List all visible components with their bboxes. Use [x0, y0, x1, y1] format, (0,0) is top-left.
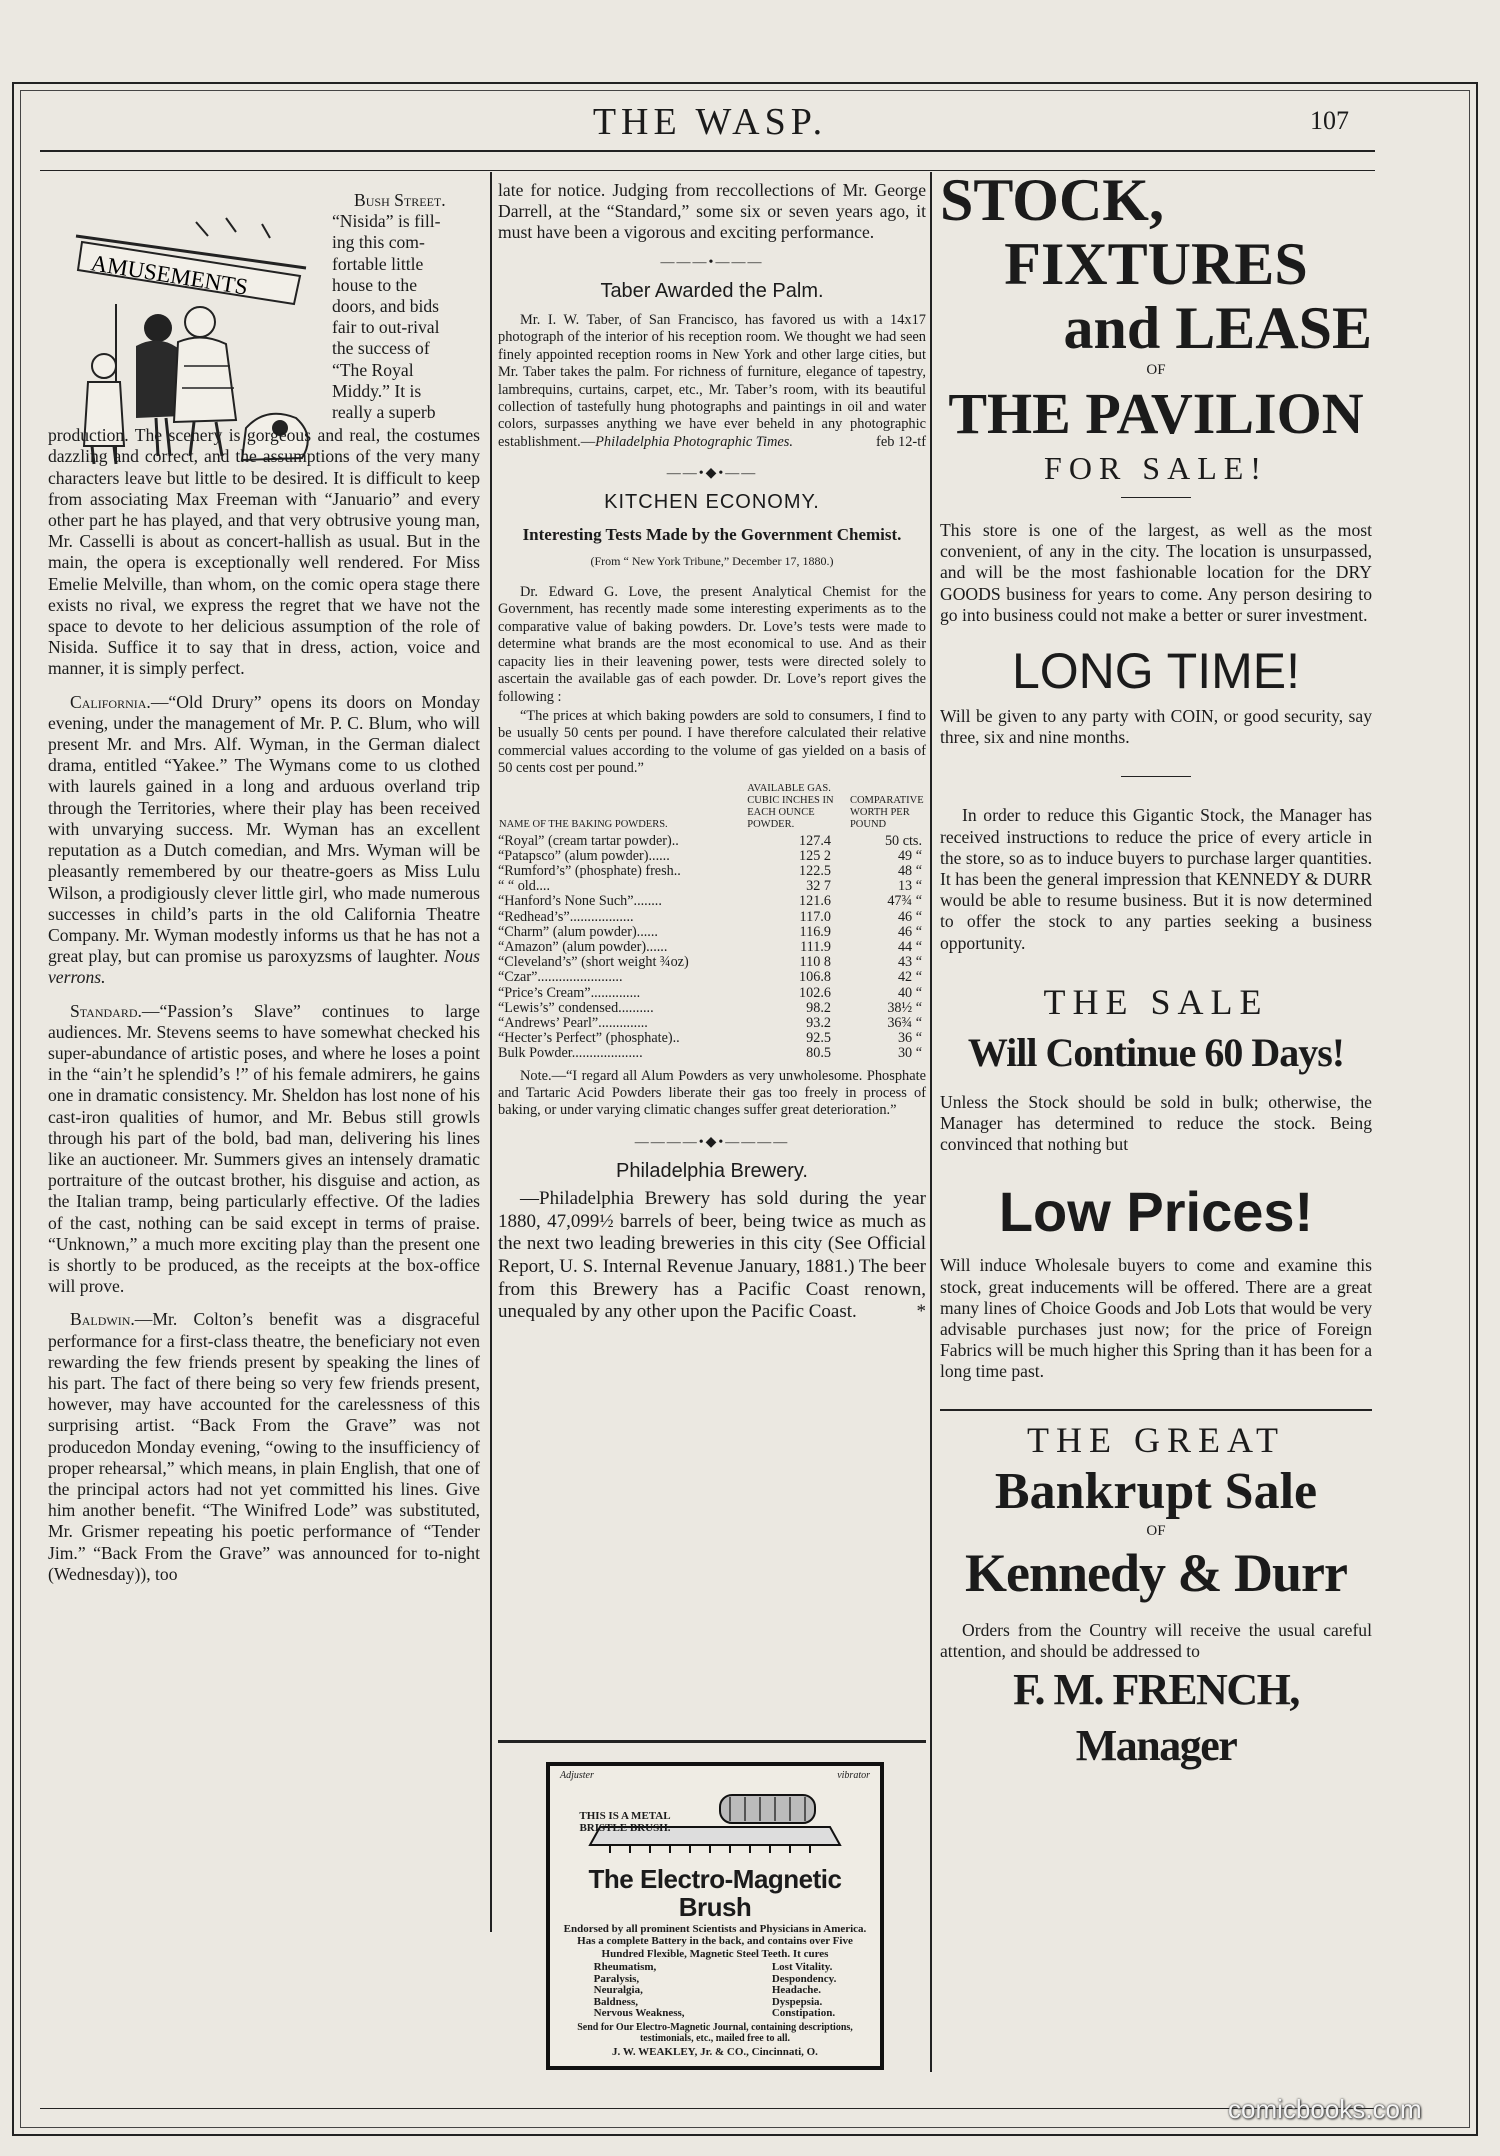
- table-row: [498, 1001, 926, 1016]
- pavilion-headline: THE PAVILION: [948, 381, 1364, 446]
- cure-item: Constipation.: [771, 2007, 836, 2020]
- bush-line: house to the: [332, 274, 418, 295]
- divider-rule-wide: [940, 1409, 1372, 1411]
- gas-volume-cell: 92.5: [806, 1030, 831, 1047]
- watermark: comicbooks.com: [1228, 2094, 1422, 2124]
- bush-street-lead: [332, 190, 480, 423]
- kitchen-source: (From “ New York Tribune,” December 17, 1880.): [590, 553, 834, 568]
- powder-name-cell: “Charm” (alum powder)......: [498, 923, 658, 940]
- gas-volume-cell: 80.5: [806, 1045, 831, 1062]
- vibrator-label: vibrator: [837, 1770, 870, 1781]
- table-header: COMPARATIVE WORTH PER POUND: [849, 794, 924, 830]
- divider-rule: [1121, 776, 1191, 777]
- the-great-headline: THE GREAT: [1027, 1419, 1285, 1460]
- bush-line: “The Royal: [332, 359, 414, 380]
- reduce-stock-text: In order to reduce this Gigantic Stock, the Manager has received instructions to reduce the price of every article in the store, so as to induce buyers to purchase larger quantities. It has been the general impression that KENNEDY & DURR would be able to resume business. But it is now determined to offer the stock to any parties seeking a business opportunity.: [940, 805, 1372, 953]
- powder-name-cell: “Price’s Cream”..............: [498, 984, 641, 1001]
- kitchen-text: Dr. Edward G. Love, the present Analytical Chemist for the Government, has recently made some interesting experiments as to the comparative value of baking powders. Dr. Love’s tests were made to determine what brands are the most economical to use. And as their capacity lies in their leavening power, tests were directed solely to ascertain the available gas of each powder. Dr. Love’s report gives the following :: [498, 584, 926, 705]
- ad-endorsed: Endorsed by all prominent Scientists and Physicians in America. Has a complete Battery in the back, and contains over Five Hundred Flexible, Magnetic Steel Teeth. It cures: [563, 1922, 867, 1960]
- worth-cell: 46 “: [897, 923, 922, 940]
- worth-cell: 36¾ “: [887, 1014, 922, 1031]
- fixtures-headline: FIXTURES: [1004, 231, 1308, 297]
- store-description: This store is one of the largest, as well as the most convenient, of any in the city. The location is unsurpassed, and will be the most fashionable location for the DRY GOODS business for years to come. Any person desiring to go into business could not make a better or surer investment.: [940, 520, 1372, 625]
- bush-line: fortable little: [332, 253, 424, 274]
- table-row: [498, 1016, 926, 1031]
- gas-volume-cell: 116.9: [799, 923, 831, 940]
- powder-name-cell: “Patapsco” (alum powder)......: [498, 847, 670, 864]
- gas-volume-cell: 102.6: [799, 984, 831, 1001]
- brewery-heading: Philadelphia Brewery.: [616, 1160, 808, 1183]
- ad-company: J. W. WEAKLEY, Jr. & CO., Cincinnati, O.: [612, 2046, 818, 2058]
- california-text: —“Old Drury” opens its doors on Monday evening, under the management of Mr. P. C. Blum, who will present Mr. and Mrs. Alf. Wyman, in the German dialect drama, entitled “Yakee.” The Wymans come to us clothed with laurels gained in a long and arduous overland trip through the Territories, where their play has been received with unvarying success. Mr. Wyman has an excellent reputation as a Dutch comedian, and Mrs. Wyman will be pleasantly remembered by our theatre-goers as Miss Lulu Wilson, a prodigiously clever little girl, who made numerous successes in child’s parts in the old California Theatre Company. Mr. Wyman modestly informs us that he has not a great play, but can promise us paroxyzsms of laughter.: [48, 691, 480, 967]
- divider-ornament: ———•———: [660, 254, 764, 270]
- worth-cell: 40 “: [897, 984, 922, 1001]
- table-row: [498, 986, 926, 1001]
- powder-name-cell: “Cleveland’s” (short weight ¾oz): [498, 954, 689, 971]
- cure-item: Baldness,: [593, 1995, 638, 2008]
- gas-volume-cell: 110 8: [799, 954, 831, 971]
- long-time-headline: LONG TIME!: [1011, 643, 1300, 700]
- worth-cell: 50 cts.: [884, 832, 922, 849]
- bankrupt-headline: Bankrupt Sale: [994, 1462, 1318, 1520]
- table-row: [498, 925, 926, 940]
- divider-ornament: ——•◆•——: [666, 466, 758, 482]
- column-3-advertisement: [940, 168, 1372, 1774]
- page-number: 107: [1310, 106, 1349, 135]
- worth-cell: 47¾ “: [887, 893, 922, 910]
- electro-brush-ad: [546, 1762, 884, 2070]
- amusements-sign-text: AMUSEMENTS: [89, 250, 250, 300]
- baldwin-heading: Baldwin.: [70, 1309, 135, 1330]
- worth-cell: 38½ “: [887, 999, 922, 1016]
- table-row: [498, 834, 926, 849]
- column-divider-1: [490, 172, 492, 1932]
- manager-signature: F. M. FRENCH, Manager: [1013, 1665, 1299, 1771]
- worth-cell: 30 “: [897, 1045, 922, 1062]
- of-label: OF: [1146, 362, 1166, 378]
- powder-name-cell: Bulk Powder....................: [498, 1045, 643, 1062]
- baldwin-paragraph: [48, 1309, 480, 1585]
- gas-volume-cell: 117.0: [799, 908, 831, 925]
- low-prices-headline: Low Prices!: [998, 1180, 1314, 1244]
- worth-cell: 46 “: [897, 908, 922, 925]
- powder-name-cell: “Amazon” (alum powder)......: [498, 938, 668, 955]
- sixty-days-headline: Will Continue 60 Days!: [967, 1029, 1345, 1075]
- bush-line: “Nisida” is fill-: [332, 211, 441, 232]
- ad-send: Send for Our Electro-Magnetic Journal, containing descriptions, testimonials, etc., mailed free to all.: [577, 2022, 853, 2044]
- divider-ornament: ————•◆•————: [634, 1134, 790, 1150]
- brush-labels: [550, 1766, 880, 1781]
- cure-item: Despondency.: [771, 1972, 837, 1985]
- table-row: [498, 955, 926, 970]
- table-row: [498, 849, 926, 864]
- bush-line: the success of: [332, 338, 430, 359]
- bush-street-text: production. The scenery is gorgeous and real, the costumes dazzling and correct, and the assumptions of the very many characters leave but little to be desired. It is difficult to keep from associating Max Freeman with “Januario” and every other part he has played, and that very obtrusive young man, Mr. Casselli is about as concert-hallish as usual. But in the main, the opera is exceptionally well rendered. For Miss Emelie Melville, than whom, on the comic opera stage there exists no rival, we express the regret that we have not the space to devote to her delicious assumption of the role of Nisida. Suffice it to say that in dress, action, voice and manner, it is simply perfect.: [48, 425, 480, 679]
- column-divider-2: [930, 172, 932, 2072]
- bush-line: doors, and bids: [332, 296, 440, 317]
- powder-name-cell: “Royal” (cream tartar powder)..: [498, 832, 679, 849]
- table-note: Note.—“I regard all Alum Powders as very unwholesome. Phosphate and Tartaric Acid Powders liberate their gas too freely in process of baking, or under varying climatic changes suffer great deterioration.”: [498, 1067, 926, 1119]
- worth-cell: 36 “: [897, 1030, 922, 1047]
- ad-caption: THIS IS A METAL BRISTLE BRUSH.: [579, 1810, 671, 1835]
- worth-cell: 49 “: [897, 847, 922, 864]
- powder-name-cell: “Andrews’ Pearl”..............: [498, 1014, 648, 1031]
- cure-item: Paralysis,: [593, 1972, 640, 1985]
- worth-cell: 48 “: [897, 862, 922, 879]
- kennedy-durr-headline: Kennedy & Durr: [965, 1542, 1347, 1603]
- cure-item: Headache.: [771, 1984, 822, 1997]
- table-header: NAME OF THE BAKING POWDERS.: [499, 818, 668, 830]
- taber-paragraph: [498, 312, 926, 451]
- lease-headline: and LEASE: [1063, 295, 1372, 361]
- gas-volume-cell: 106.8: [799, 969, 831, 986]
- gas-volume-cell: 32 7: [806, 878, 831, 895]
- table-row: [498, 879, 926, 894]
- powder-name-cell: “Redhead’s”..................: [498, 908, 634, 925]
- bush-line: Middy.” It is: [332, 380, 422, 401]
- worth-cell: 42 “: [897, 969, 922, 986]
- bush-line: really a superb: [332, 402, 436, 423]
- column-1: [48, 190, 480, 1597]
- table-row: [498, 864, 926, 879]
- coin-terms: Will be given to any party with COIN, or good security, say three, six and nine months.: [940, 706, 1372, 748]
- cure-item: Dyspepsia.: [771, 1995, 823, 2008]
- gas-volume-cell: 121.6: [799, 893, 831, 910]
- masthead: THE WASP.: [592, 101, 828, 143]
- ad-top-rule: [498, 1740, 926, 1743]
- gas-volume-cell: 127.4: [799, 832, 831, 849]
- worth-cell: 44 “: [897, 938, 922, 955]
- powder-name-cell: “Hanford’s None Such”........: [498, 893, 662, 910]
- brewery-text: —Philadelphia Brewery has sold during the year 1880, 47,099½ barrels of beer, being twice as much as the next two leading breweries in this city (See Official Report, U. S. Internal Revenue January, 1881.) The beer from this Brewery has a Pacific Coast renown, unequaled by any other upon the Pacific Coast.: [498, 1188, 926, 1323]
- gas-volume-cell: 98.2: [806, 999, 831, 1016]
- worth-cell: 13 “: [897, 878, 922, 895]
- cure-item: Nervous Weakness,: [593, 2007, 685, 2020]
- powder-name-cell: “ “ old....: [498, 878, 551, 895]
- continued-text: late for notice. Judging from reccollections of Mr. George Darrell, at the “Standard,” some six or seven years ago, it must have been a vigorous and exciting performance.: [498, 180, 926, 243]
- powder-name-cell: “Czar”........................: [498, 969, 623, 986]
- cures-left: [594, 1962, 685, 2020]
- kitchen-heading: KITCHEN ECONOMY.: [604, 491, 820, 514]
- table-row: [498, 940, 926, 955]
- table-row: [498, 1031, 926, 1046]
- gas-volume-cell: 122.5: [799, 862, 831, 879]
- taber-source: Philadelphia Photographic Times.: [595, 433, 793, 450]
- table-row: [498, 894, 926, 909]
- brewery-mark: *: [916, 1301, 926, 1323]
- standard-text: —“Passion’s Slave” continues to large audiences. Mr. Stevens seems to have somewhat checked his super-abundance of artistic poses, and where he loses a point in the “ain’t he splendid’s !” of his female admirers, he gains one in dramatic consistency. Mr. Sheldon has lost none of his cast-iron qualities of humor, and Mr. Bebus still growls through his part of the bold, bad man, delivering his lines like an auctioneer. Mr. Summers gives an intensely dramatic portraiture of the outcast brother, his disguise and action, as the Italian tramp, being particularly effective. Of the ladies of the cast, nothing can be said except in terms of praise. “Unknown,” a much more exciting play than the present one is shortly to be produced, as the receipts at the box-office will prove.: [48, 1000, 480, 1297]
- bottom-rule: [40, 2108, 1375, 2109]
- bush-line: fair to out-rival: [332, 317, 440, 338]
- brewery-paragraph: [498, 1188, 926, 1324]
- cure-item: Lost Vitality.: [771, 1961, 833, 1974]
- gas-volume-cell: 93.2: [806, 1014, 831, 1031]
- kitchen-quote: “The prices at which baking powders are sold to consumers, I find to be usually 50 cents per pound. I have therefore calculated their relative commercial values according to the volume of gas yielded on a basis of 50 cents cost per pound.”: [498, 707, 926, 777]
- kitchen-subheading: Interesting Tests Made by the Government Chemist.: [522, 524, 902, 544]
- the-sale-headline: THE SALE: [1043, 981, 1269, 1022]
- gas-volume-cell: 125 2: [799, 847, 831, 864]
- taber-date: feb 12-tf: [876, 433, 926, 450]
- bush-line: ing this com-: [332, 232, 425, 253]
- standard-heading: Standard.: [70, 1000, 142, 1021]
- for-sale-headline: FOR SALE!: [1044, 450, 1268, 486]
- california-italic: Nous verrons.: [48, 946, 481, 988]
- column-2: [498, 180, 926, 1336]
- table-header: AVAILABLE GAS. CUBIC INCHES IN EACH OUNCE POWDER.: [747, 782, 834, 830]
- powder-name-cell: “Hecter’s Perfect” (phosphate)..: [498, 1030, 680, 1047]
- california-heading: California.: [70, 691, 151, 712]
- california-paragraph: [48, 692, 480, 989]
- worth-cell: 43 “: [897, 954, 922, 971]
- country-orders-text: Orders from the Country will receive the usual careful attention, and should be addressed to: [940, 1619, 1372, 1661]
- ad-cures: [550, 1962, 880, 2020]
- wholesale-text: Will induce Wholesale buyers to come and examine this stock, great inducements will be offered. There are a great many lines of Choice Goods and Job Lots that would be very advisable purchases just now; for the price of Foreign Fabrics will be much higher this Spring than it has been for a long time past.: [940, 1255, 1372, 1382]
- powder-name-cell: “Rumford’s” (phosphate) fresh..: [498, 862, 681, 879]
- taber-heading: Taber Awarded the Palm.: [600, 279, 824, 302]
- divider-rule: [1121, 497, 1191, 498]
- table-row: [498, 1046, 926, 1061]
- cure-item: Rheumatism,: [593, 1961, 657, 1974]
- cures-right: [772, 1962, 837, 2020]
- bush-street-heading: Bush Street.: [354, 190, 446, 210]
- bulk-text: Unless the Stock should be sold in bulk; otherwise, the Manager has determined to reduce the stock. Being convinced that nothing but: [940, 1091, 1372, 1155]
- powder-name-cell: “Lewis’s” condensed..........: [498, 999, 654, 1016]
- baking-powder-table: [498, 782, 926, 1062]
- taber-text: Mr. I. W. Taber, of San Francisco, has favored us with a 14x17 photograph of the interior of his reception room. We thought we had seen finely appointed reception rooms in New York and other large cities, but Mr. Taber takes the palm. For richness of furniture, elegance of tapestry, lambrequins, curtains, carpet, etc., Mr. Taber’s room, with its beautiful collection of tastefully hung photographs and paintings in oil and water colors, surpasses anything we have ever beheld in any photographic establishment.—: [498, 312, 926, 450]
- cure-item: Neuralgia,: [593, 1984, 643, 1997]
- stock-headline: STOCK,: [940, 167, 1164, 233]
- table-row: [498, 910, 926, 925]
- masthead-rule: [40, 150, 1375, 152]
- standard-paragraph: [48, 1001, 480, 1298]
- of-label: OF: [1146, 1522, 1166, 1539]
- table-row: [498, 970, 926, 985]
- gas-volume-cell: 111.9: [800, 938, 831, 955]
- adjuster-label: Adjuster: [560, 1770, 594, 1781]
- table-header-row: [498, 782, 926, 834]
- baldwin-text: —Mr. Colton’s benefit was a disgraceful performance for a first-class theatre, the beneficiary not even rewarding the few friends present by speaking the lines of his part. The fact of there being so very few friends present, however, may have accounted for the carelessness of this surprising artist. “Back From the Grave” was not producedon Monday evening, “owing to the insufficiency of proper rehearsal,” which means, in plain English, that one of the principal actors had not yet committed his lines. Give him another benefit. “The Winifred Lode” was substituted, Mr. Grismer repeating his poetic performance of “Tender Jim.” “Back From the Grave” was announced for to-night (Wednesday)), too: [48, 1309, 480, 1584]
- ad-title: The Electro-Magnetic Brush: [588, 1863, 842, 1922]
